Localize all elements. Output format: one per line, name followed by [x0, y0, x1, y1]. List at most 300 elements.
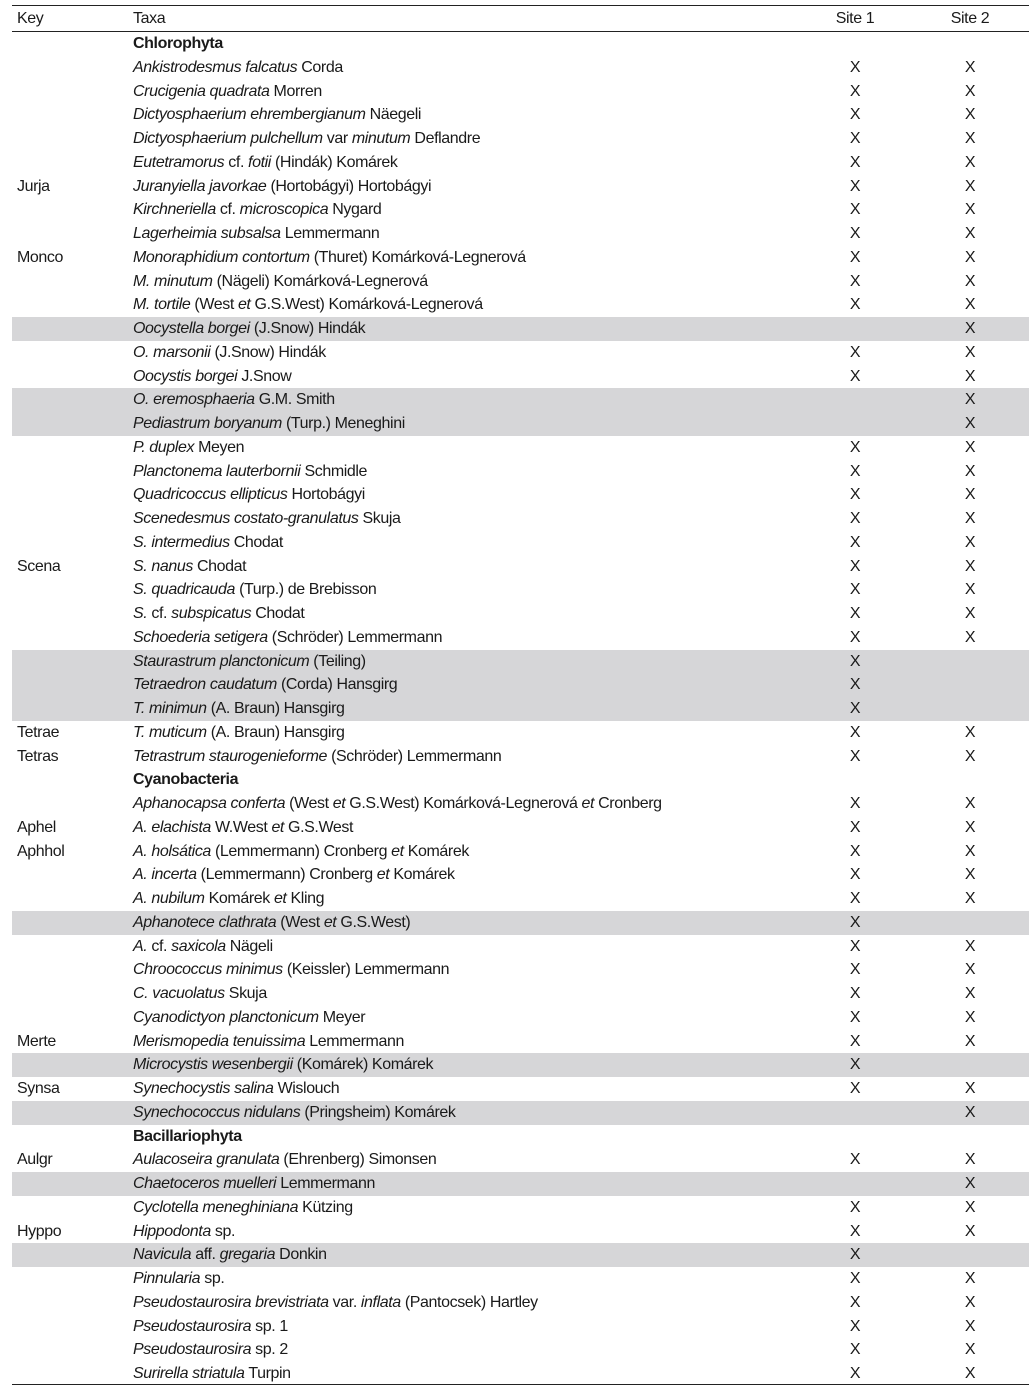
taxon-authority: Chodat	[251, 605, 305, 622]
table-row	[12, 388, 1029, 412]
site1-presence: X	[849, 557, 861, 575]
table-row	[12, 460, 1029, 484]
taxon-cell	[133, 222, 379, 246]
taxon-cell	[133, 1196, 353, 1220]
taxon-name-italic: Pinnularia	[133, 1270, 201, 1287]
site2-presence: X	[964, 581, 976, 599]
taxon-name-italic: saxicola	[171, 937, 226, 955]
site2-presence: X	[964, 177, 976, 195]
taxon-authority: Morren	[269, 82, 322, 100]
site1-presence: X	[849, 201, 861, 219]
site1-presence: X	[849, 1293, 861, 1311]
taxon-name-italic: minutum	[351, 130, 411, 147]
site2-presence: X	[964, 130, 976, 147]
taxon-cell	[133, 982, 267, 1006]
site1-presence: X	[849, 58, 861, 76]
taxon-cell	[133, 911, 410, 935]
site1-presence: X	[849, 177, 861, 195]
site1-presence: X	[849, 462, 861, 480]
site1-presence: X	[849, 605, 861, 622]
header-site2: Site 2	[950, 10, 990, 27]
taxon-cell	[133, 1267, 224, 1291]
site2-presence: X	[964, 1222, 976, 1240]
table-row	[12, 555, 1029, 579]
site1-presence: X	[849, 272, 861, 290]
taxon-authority: (Schröder) Lemmermann	[267, 628, 443, 646]
taxon-name-italic: Merismopedia tenuissima	[133, 1032, 306, 1050]
taxon-authority: Lemmermann	[276, 1175, 375, 1192]
table-row	[12, 935, 1029, 959]
taxon-authority: sp.	[210, 1222, 236, 1240]
taxon-cell	[133, 602, 304, 626]
taxon-name-italic: Dictyosphaerium pulchellum	[133, 130, 323, 147]
taxon-authority: Wislouch	[273, 1080, 340, 1097]
site1-presence: X	[849, 486, 861, 504]
site2-presence: X	[964, 866, 976, 884]
taxon-name-italic: Synechococcus nidulans	[133, 1103, 301, 1121]
taxon-cell	[133, 721, 345, 745]
taxon-name-italic: Aulacoseira granulata	[133, 1151, 280, 1169]
taxon-authority: cf.	[224, 153, 249, 171]
taxon-authority: (Turp.) Meneghini	[281, 415, 405, 432]
site1-presence: X	[849, 937, 861, 955]
taxon-name-italic: S. quadricauda	[133, 581, 236, 599]
table-row	[12, 1030, 1029, 1054]
taxon-name-italic: Cyanodictyon planctonicum	[133, 1008, 319, 1026]
table-row	[12, 697, 1029, 721]
site2-presence: X	[964, 438, 976, 456]
site2-presence: X	[964, 985, 976, 1002]
site2-presence: X	[964, 795, 976, 812]
taxon-name-italic: Eutetramorus	[133, 153, 225, 171]
taxon-name-italic: A. elachista	[133, 818, 211, 836]
site2-presence: X	[964, 1103, 976, 1121]
taxon-name-italic: Navicula	[133, 1246, 192, 1264]
taxon-name-italic: Oocystella borgei	[133, 320, 250, 337]
taxon-name-italic: Microcystis wesenbergii	[133, 1056, 293, 1074]
taxon-cell	[133, 792, 662, 816]
group-heading: Chlorophyta	[133, 35, 223, 52]
site1-presence: X	[849, 1317, 861, 1335]
taxon-authority: Nägeli	[225, 937, 273, 955]
taxon-authority: Nygard	[328, 201, 382, 219]
table-header	[12, 5, 1029, 32]
taxon-authority: Hortobágyi	[287, 486, 365, 504]
taxon-cell	[133, 460, 367, 484]
site1-presence: X	[849, 795, 861, 812]
taxon-name-italic: M. tortile	[133, 296, 191, 314]
taxon-cell	[133, 745, 501, 769]
table-row	[12, 507, 1029, 531]
key-cell: Monco	[17, 248, 64, 266]
taxon-cell	[133, 151, 398, 175]
taxon-authority: cf.	[147, 937, 172, 955]
taxon-name-italic: et	[581, 795, 595, 812]
taxon-authority: (Turp.) de Brebisson	[235, 581, 377, 599]
taxon-authority: (Komárek) Komárek	[292, 1056, 434, 1074]
table-row	[12, 1362, 1029, 1386]
site2-presence: X	[964, 343, 976, 361]
taxon-name-italic: A. incerta	[133, 866, 197, 884]
taxon-name-italic: Ankistrodesmus falcatus	[133, 58, 298, 76]
table-row	[12, 436, 1029, 460]
taxon-name-italic: S.	[133, 605, 148, 622]
key-cell: Synsa	[17, 1080, 60, 1097]
taxon-authority: (Pringsheim) Komárek	[300, 1103, 456, 1121]
taxon-cell	[133, 412, 405, 436]
site1-presence: X	[849, 343, 861, 361]
taxon-cell	[133, 293, 483, 317]
taxon-name-italic: Juranyiella javorkae	[133, 177, 267, 195]
taxon-name-italic: Crucigenia quadrata	[133, 82, 270, 100]
table-row	[12, 365, 1029, 389]
site2-presence: X	[964, 1270, 976, 1287]
site1-presence: X	[849, 1222, 861, 1240]
site2-presence: X	[964, 296, 976, 314]
site2-presence: X	[964, 1198, 976, 1216]
site2-presence: X	[964, 1151, 976, 1169]
key-cell: Hyppo	[17, 1222, 62, 1240]
taxon-authority: Lemmermann	[305, 1032, 404, 1050]
taxon-authority: (Pantocsek) Hartley	[400, 1293, 538, 1311]
taxon-cell	[133, 1315, 288, 1339]
taxon-cell	[133, 1101, 456, 1125]
table-row	[12, 1101, 1029, 1125]
taxon-authority: Komárek	[403, 842, 469, 860]
site2-presence: X	[964, 1293, 976, 1311]
site2-presence: X	[964, 723, 976, 741]
site2-presence: X	[964, 1341, 976, 1359]
taxon-authority: (A. Braun) Hansgirg	[206, 700, 345, 717]
table-row	[12, 531, 1029, 555]
site2-presence: X	[964, 415, 976, 432]
site1-presence: X	[849, 367, 861, 385]
group-heading: Bacillariophyta	[133, 1127, 242, 1145]
taxon-cell	[133, 578, 376, 602]
group-row	[12, 1125, 1029, 1149]
taxon-cell	[133, 341, 326, 365]
table-row	[12, 222, 1029, 246]
site2-presence: X	[964, 533, 976, 551]
taxon-cell	[133, 388, 335, 412]
table-row	[12, 578, 1029, 602]
key-cell: Aphel	[17, 818, 56, 836]
taxon-name-italic: P. duplex	[133, 438, 195, 456]
taxon-cell	[133, 887, 324, 911]
site1-presence: X	[849, 1056, 861, 1074]
taxon-cell	[133, 436, 244, 460]
taxon-cell	[133, 1172, 375, 1196]
key-cell: Aphhol	[17, 842, 65, 860]
taxon-authority: Turpin	[244, 1365, 291, 1382]
table-row	[12, 1077, 1029, 1101]
taxon-name-italic: Quadricoccus ellipticus	[133, 486, 288, 504]
taxon-name-italic: O. eremosphaeria	[133, 391, 255, 409]
table-row	[12, 1291, 1029, 1315]
taxon-name-italic: S. intermedius	[133, 533, 230, 551]
taxon-cell	[133, 531, 283, 555]
taxon-authority: var	[322, 130, 352, 147]
site2-presence: X	[964, 937, 976, 955]
taxon-cell	[133, 697, 345, 721]
taxon-name-italic: et	[376, 866, 390, 884]
table-row	[12, 1053, 1029, 1077]
site1-presence: X	[849, 130, 861, 147]
taxon-name-italic: Aphanotece clathrata	[133, 913, 277, 931]
taxon-authority: var.	[328, 1293, 361, 1311]
taxon-authority: sp. 2	[251, 1341, 288, 1359]
table-row	[12, 816, 1029, 840]
taxon-name-italic: Tetraedron caudatum	[133, 676, 277, 694]
taxon-authority: Kützing	[298, 1198, 353, 1216]
table-row	[12, 721, 1029, 745]
taxon-name-italic: S. nanus	[133, 557, 193, 575]
site2-presence: X	[964, 605, 976, 622]
site1-presence: X	[849, 438, 861, 456]
taxon-cell	[133, 103, 421, 127]
table-row	[12, 341, 1029, 365]
table-row	[12, 103, 1029, 127]
taxon-authority: (Lemmermann) Cronberg	[196, 866, 377, 884]
site2-presence: X	[964, 391, 976, 409]
group-row	[12, 768, 1029, 792]
table-row	[12, 911, 1029, 935]
table-row	[12, 293, 1029, 317]
taxon-cell	[133, 317, 365, 341]
site1-presence: X	[849, 82, 861, 100]
site1-presence: X	[849, 153, 861, 171]
taxon-cell	[133, 270, 428, 294]
site2-presence: X	[964, 462, 976, 480]
table-row	[12, 982, 1029, 1006]
table-row	[12, 483, 1029, 507]
taxon-name-italic: A. holsática	[133, 842, 211, 860]
taxon-name-italic: Pseudostaurosira brevistriata	[133, 1293, 329, 1311]
taxon-name-italic: et	[237, 296, 251, 314]
taxon-name-italic: T. muticum	[133, 723, 207, 741]
site1-presence: X	[849, 533, 861, 551]
taxon-authority: G.S.West)	[336, 913, 411, 931]
key-cell: Aulgr	[17, 1151, 53, 1169]
taxon-cell	[133, 650, 366, 674]
site1-presence: X	[849, 1246, 861, 1264]
site1-presence: X	[849, 1151, 861, 1169]
taxon-cell	[133, 1030, 404, 1054]
site1-presence: X	[849, 676, 861, 694]
taxon-name-italic: subspicatus	[171, 605, 252, 622]
taxon-authority: Deflandre	[410, 130, 481, 147]
site1-presence: X	[849, 296, 861, 314]
taxon-authority: (J.Snow) Hindák	[249, 320, 366, 337]
taxon-authority: G.S.West) Komárková-Legnerová	[250, 296, 483, 314]
taxon-name-italic: A. nubilum	[133, 890, 205, 907]
taxon-name-italic: Lagerheimia subsalsa	[133, 225, 281, 242]
table-row	[12, 56, 1029, 80]
taxon-name-italic: Dictyosphaerium ehrembergianum	[133, 106, 366, 124]
site1-presence: X	[849, 818, 861, 836]
table-row	[12, 270, 1029, 294]
table-row	[12, 246, 1029, 270]
taxon-cell	[133, 1006, 365, 1030]
group-row	[12, 32, 1029, 56]
taxon-name-italic: Oocystis borgei	[133, 367, 238, 385]
site2-presence: X	[964, 272, 976, 290]
taxon-authority: (Teiling)	[309, 652, 366, 670]
header-taxa: Taxa	[133, 10, 166, 27]
taxon-name-italic: Cyclotella meneghiniana	[133, 1198, 299, 1216]
site2-presence: X	[964, 1317, 976, 1335]
taxon-authority: Meyen	[194, 438, 245, 456]
taxa-table	[12, 5, 1029, 1385]
site1-presence: X	[849, 1080, 861, 1097]
taxon-authority: Komárek	[204, 890, 274, 907]
taxon-authority: aff.	[191, 1246, 220, 1264]
taxon-authority: Kling	[286, 890, 325, 907]
taxon-cell	[133, 1053, 433, 1077]
taxon-authority: (Keissler) Lemmermann	[282, 961, 450, 979]
taxon-cell	[133, 1243, 327, 1267]
site2-presence: X	[964, 628, 976, 646]
taxon-authority: Lemmermann	[280, 225, 380, 242]
table-row	[12, 1338, 1029, 1362]
table-row	[12, 127, 1029, 151]
taxon-authority: Corda	[297, 58, 343, 76]
taxon-name-italic: Hippodonta	[133, 1222, 211, 1240]
taxon-name-italic: Kirchneriella	[133, 201, 216, 219]
taxon-authority: Komárek	[389, 866, 455, 884]
site2-presence: X	[964, 201, 976, 219]
table-row	[12, 673, 1029, 697]
taxon-authority: Donkin	[275, 1246, 327, 1264]
table-row	[12, 840, 1029, 864]
site2-presence: X	[964, 320, 976, 337]
taxon-cell	[133, 1220, 235, 1244]
taxon-name-italic: Chroococcus minimus	[133, 961, 283, 979]
taxon-authority: Skuja	[358, 510, 401, 527]
taxon-authority: (Nägeli) Komárková-Legnerová	[212, 272, 428, 290]
site1-presence: X	[849, 1365, 861, 1382]
site2-presence: X	[964, 1032, 976, 1050]
table-row	[12, 602, 1029, 626]
table-row	[12, 1196, 1029, 1220]
site1-presence: X	[849, 1270, 861, 1287]
taxon-authority: Chodat	[192, 557, 247, 575]
table-row	[12, 1148, 1029, 1172]
taxon-authority: (West	[276, 913, 324, 931]
taxon-authority: Meyer	[318, 1008, 366, 1026]
site2-presence: X	[964, 367, 976, 385]
site2-presence: X	[964, 248, 976, 266]
site1-presence: X	[849, 225, 861, 242]
site1-presence: X	[849, 1008, 861, 1026]
taxon-authority: (A. Braun) Hansgirg	[206, 723, 345, 741]
taxon-name-italic: et	[271, 818, 284, 836]
taxon-authority: (Hortobágyi) Hortobágyi	[266, 177, 432, 195]
site2-presence: X	[964, 1080, 976, 1097]
taxon-authority: G.M. Smith	[254, 391, 335, 409]
table-row	[12, 626, 1029, 650]
table-row	[12, 1243, 1029, 1267]
taxon-cell	[133, 483, 365, 507]
site1-presence: X	[849, 866, 861, 884]
site2-presence: X	[964, 961, 976, 979]
taxon-name-italic: Schoederia setigera	[133, 628, 268, 646]
taxon-authority: sp.	[200, 1270, 225, 1287]
site1-presence: X	[849, 1198, 861, 1216]
site1-presence: X	[849, 1032, 861, 1050]
taxon-cell	[133, 365, 291, 389]
taxon-name-italic: et	[332, 795, 346, 812]
site2-presence: X	[964, 747, 976, 765]
site2-presence: X	[964, 1365, 976, 1382]
taxon-authority: cf.	[147, 605, 172, 622]
taxon-cell	[133, 555, 246, 579]
taxon-authority: sp. 1	[251, 1317, 288, 1335]
taxon-authority: Skuja	[224, 985, 267, 1002]
group-heading: Cyanobacteria	[133, 771, 239, 789]
taxon-cell	[133, 198, 381, 222]
taxon-authority: Chodat	[229, 533, 283, 551]
taxon-name-italic: microscopica	[239, 201, 329, 219]
site1-presence: X	[849, 842, 861, 860]
key-cell: Tetras	[17, 747, 59, 765]
taxon-cell	[133, 1148, 436, 1172]
site1-presence: X	[849, 700, 861, 717]
taxon-name-italic: et	[273, 890, 287, 907]
table-row	[12, 80, 1029, 104]
taxon-cell	[133, 863, 455, 887]
site1-presence: X	[849, 913, 861, 931]
taxon-name-italic: O. marsonii	[133, 343, 211, 361]
taxon-authority: (Corda) Hansgirg	[276, 676, 398, 694]
table-row	[12, 1220, 1029, 1244]
taxon-authority: G.S.West) Komárková-Legnerová	[345, 795, 582, 812]
taxon-name-italic: Synechocystis salina	[133, 1080, 274, 1097]
site2-presence: X	[964, 82, 976, 100]
key-cell: Merte	[17, 1032, 56, 1050]
taxon-authority: G.S.West	[283, 818, 353, 836]
table-row	[12, 412, 1029, 436]
table-row	[12, 1267, 1029, 1291]
table-row	[12, 175, 1029, 199]
taxon-authority: (West	[285, 795, 333, 812]
header-key: Key	[17, 10, 44, 27]
site2-presence: X	[964, 58, 976, 76]
taxon-cell	[133, 1077, 339, 1101]
taxon-name-italic: Surirella striatula	[133, 1365, 245, 1382]
site2-presence: X	[964, 842, 976, 860]
taxon-name-italic: et	[323, 913, 337, 931]
site1-presence: X	[849, 723, 861, 741]
taxon-cell	[133, 626, 442, 650]
site2-presence: X	[964, 1008, 976, 1026]
taxon-cell	[133, 958, 449, 982]
taxon-cell	[133, 507, 401, 531]
taxon-authority: Cronberg	[594, 795, 662, 812]
taxon-name-italic: et	[391, 842, 404, 860]
table-row	[12, 863, 1029, 887]
taxon-name-italic: Tetrastrum staurogenieforme	[133, 747, 328, 765]
taxon-authority: (Schröder) Lemmermann	[327, 747, 502, 765]
table-row	[12, 1172, 1029, 1196]
site1-presence: X	[849, 890, 861, 907]
taxon-cell	[133, 246, 526, 270]
taxon-name-italic: Planctonema lauterbornii	[133, 462, 301, 480]
site1-presence: X	[849, 985, 861, 1002]
taxon-name-italic: inflata	[360, 1293, 401, 1311]
taxon-cell	[133, 80, 322, 104]
table-row	[12, 650, 1029, 674]
